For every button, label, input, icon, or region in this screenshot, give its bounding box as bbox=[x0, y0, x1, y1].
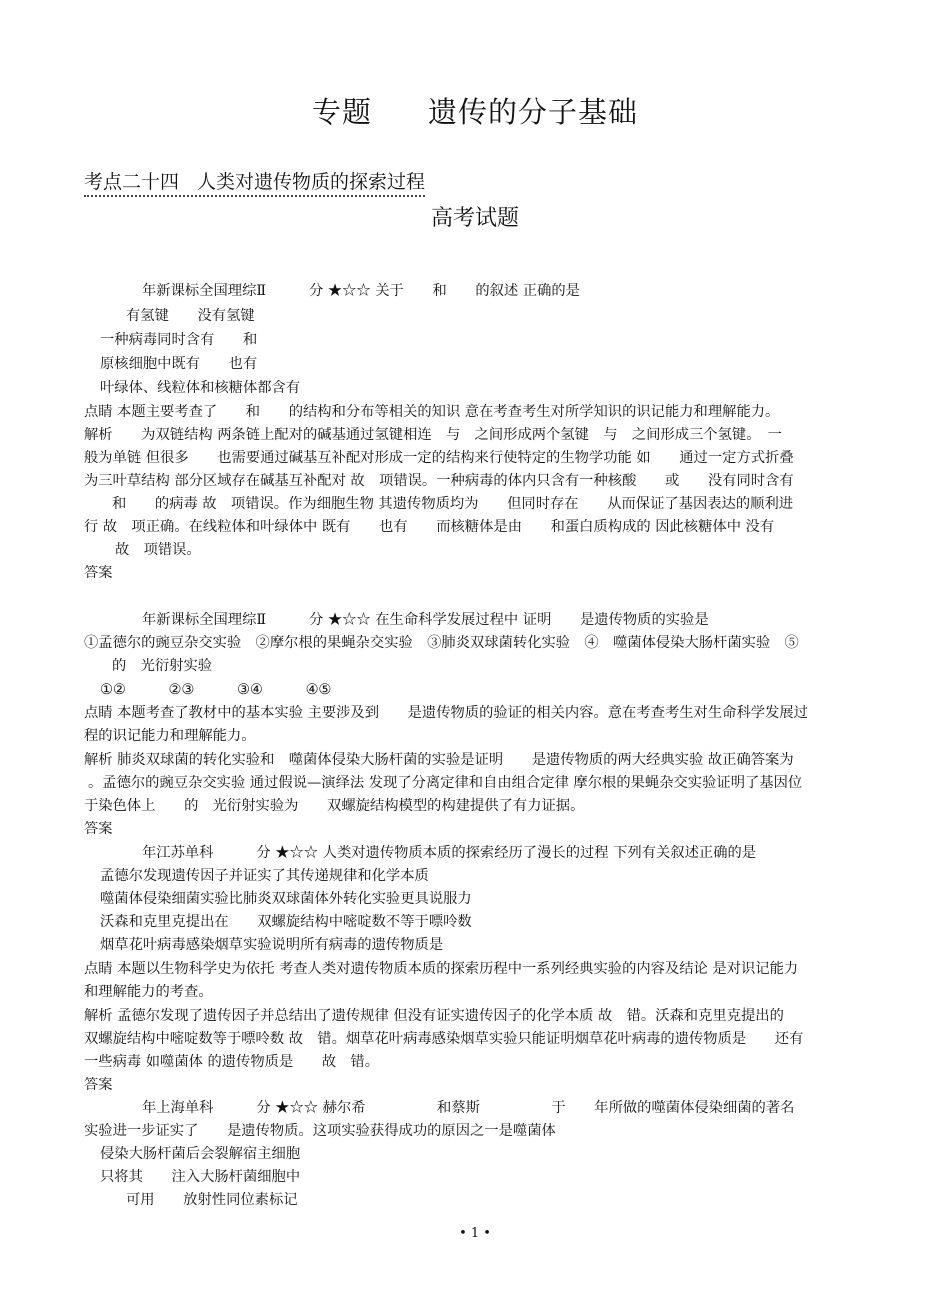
q2-items: ①孟德尔的豌豆杂交实验 ②摩尔根的果蝇杂交实验 ③肺炎双球菌转化实验 ④ 噬菌体侵染大肠杆菌实验 ⑤ bbox=[84, 635, 799, 651]
q1-note: 点睛 本题主要考查了 和 的结构和分布等相关的知识 意在考查考生对所学知识的识记能力和理解能力。 bbox=[84, 404, 780, 420]
section-heading-text: 人类对遗传物质的探索过程 bbox=[197, 171, 426, 193]
q3-option-d: 烟草花叶病毒感染烟草实验说明所有病毒的遗传物质是 bbox=[100, 937, 444, 953]
q2-note-cont: 程的识记能力和理解能力。 bbox=[84, 728, 256, 744]
q1-option-a: 有氢键 没有氢键 bbox=[126, 308, 255, 324]
q1-analysis-line: 为三叶草结构 部分区域存在碱基互补配对 故 项错误。一种病毒的体内只含有一种核酸 或 没有同时含有 bbox=[84, 473, 794, 489]
title-prefix: 专题 bbox=[311, 95, 372, 129]
q3-analysis-line: 一些病毒 如噬菌体 的遗传物质是 故 错。 bbox=[84, 1054, 380, 1070]
q3-analysis-line: 双螺旋结构中嘧啶数等于嘌呤数 故 错。烟草花叶病毒感染烟草实验只能证明烟草花叶病毒的遗传物质是 还有 bbox=[84, 1031, 804, 1047]
page-title bbox=[0, 90, 950, 131]
q1-stem: 年新课标全国理综Ⅱ 分 ★☆☆ 关于 和 的叙述 正确的是 bbox=[142, 283, 580, 299]
q4-option-c: 可用 放射性同位素标记 bbox=[126, 1192, 298, 1208]
q1-analysis-line: 般为单链 但很多 也需要通过碱基互补配对形成一定的结构来行使特定的生物学功能 如 通过一定方式折叠 bbox=[84, 450, 794, 466]
q3-option-a: 孟德尔发现遗传因子并证实了其传递规律和化学本质 bbox=[100, 868, 429, 884]
q3-note-cont: 和理解能力的考查。 bbox=[84, 984, 213, 1000]
q1-option-b: 一种病毒同时含有 和 bbox=[100, 332, 258, 348]
section-heading-label: 考点二十四 bbox=[84, 171, 180, 193]
q1-analysis-line: 和 的病毒 故 项错误。作为细胞生物 其遗传物质均为 但同时存在 从而保证了基因表达的顺利进 bbox=[112, 496, 794, 512]
q1-option-d: 叶绿体、线粒体和核糖体都含有 bbox=[100, 380, 301, 396]
subtitle: 高考试题 bbox=[430, 206, 519, 231]
q1-analysis-line: 解析 为双链结构 两条链上配对的碱基通过氢键相连 与 之间形成两个氢键 与 之间形成三个氢键。 一 bbox=[84, 427, 782, 443]
q2-items-cont: 的 光衍射实验 bbox=[112, 658, 213, 674]
q3-analysis-line: 解析 孟德尔发现了遗传因子并总结出了遗传规律 但没有证实遗传因子的化学本质 故 错。沃森和克里克提出的 bbox=[84, 1008, 784, 1024]
page-number: • 1 • bbox=[459, 1226, 491, 1241]
q3-note: 点睛 本题以生物科学史为依托 考查人类对遗传物质本质的探索历程中一系列经典实验的内容及结论 是对识记能力 bbox=[84, 961, 799, 977]
q2-stem: 年新课标全国理综Ⅱ 分 ★☆☆ 在生命科学发展过程中 证明 是遗传物质的实验是 bbox=[142, 612, 709, 628]
q2-options: ①② ②③ ③④ ④⑤ bbox=[100, 682, 332, 698]
q1-analysis-line: 故 项错误。 bbox=[115, 542, 201, 558]
q1-answer: 答案 bbox=[84, 565, 113, 581]
q4-stem-cont: 实验进一步证实了 是遗传物质。这项实验获得成功的原因之一是噬菌体 bbox=[84, 1123, 556, 1139]
q4-option-b: 只将其 注入大肠杆菌细胞中 bbox=[100, 1169, 301, 1185]
q2-analysis-line: 。孟德尔的豌豆杂交实验 通过假说—演绎法 发现了分离定律和自由组合定律 摩尔根的果蝇杂交实验证明了基因位 bbox=[88, 775, 803, 791]
q4-stem: 年上海单科 分 ★☆☆ 赫尔希 和蔡斯 于 年所做的噬菌体侵染细菌的著名 bbox=[142, 1100, 795, 1116]
q1-option-c: 原核细胞中既有 也有 bbox=[100, 356, 258, 372]
q3-option-c: 沃森和克里克提出在 双螺旋结构中嘧啶数不等于嘌呤数 bbox=[100, 914, 472, 930]
q2-note: 点睛 本题考查了教材中的基本实验 主要涉及到 是遗传物质的验证的相关内容。意在考查考生对生命科学发展过 bbox=[84, 705, 808, 721]
q4-option-a: 侵染大肠杆菌后会裂解宿主细胞 bbox=[100, 1146, 301, 1162]
title-main: 遗传的分子基础 bbox=[428, 95, 639, 129]
q1-analysis-line: 行 故 项正确。在线粒体和叶绿体中 既有 也有 而核糖体是由 和蛋白质构成的 因此核糖体中 没有 bbox=[84, 519, 775, 535]
q3-answer: 答案 bbox=[84, 1077, 113, 1093]
q2-answer: 答案 bbox=[84, 821, 113, 837]
q3-option-b: 噬菌体侵染细菌实验比肺炎双球菌体外转化实验更具说服力 bbox=[100, 891, 472, 907]
q2-analysis-line: 解析 肺炎双球菌的转化实验和 噬菌体侵染大肠杆菌的实验是证明 是遗传物质的两大经典实验 故正确答案为 bbox=[84, 752, 794, 768]
q2-analysis-line: 于染色体上 的 光衍射实验为 双螺旋结构模型的构建提供了有力证据。 bbox=[84, 798, 585, 814]
section-heading bbox=[84, 167, 425, 197]
q3-stem: 年江苏单科 分 ★☆☆ 人类对遗传物质本质的探索经历了漫长的过程 下列有关叙述正确的是 bbox=[142, 845, 757, 861]
